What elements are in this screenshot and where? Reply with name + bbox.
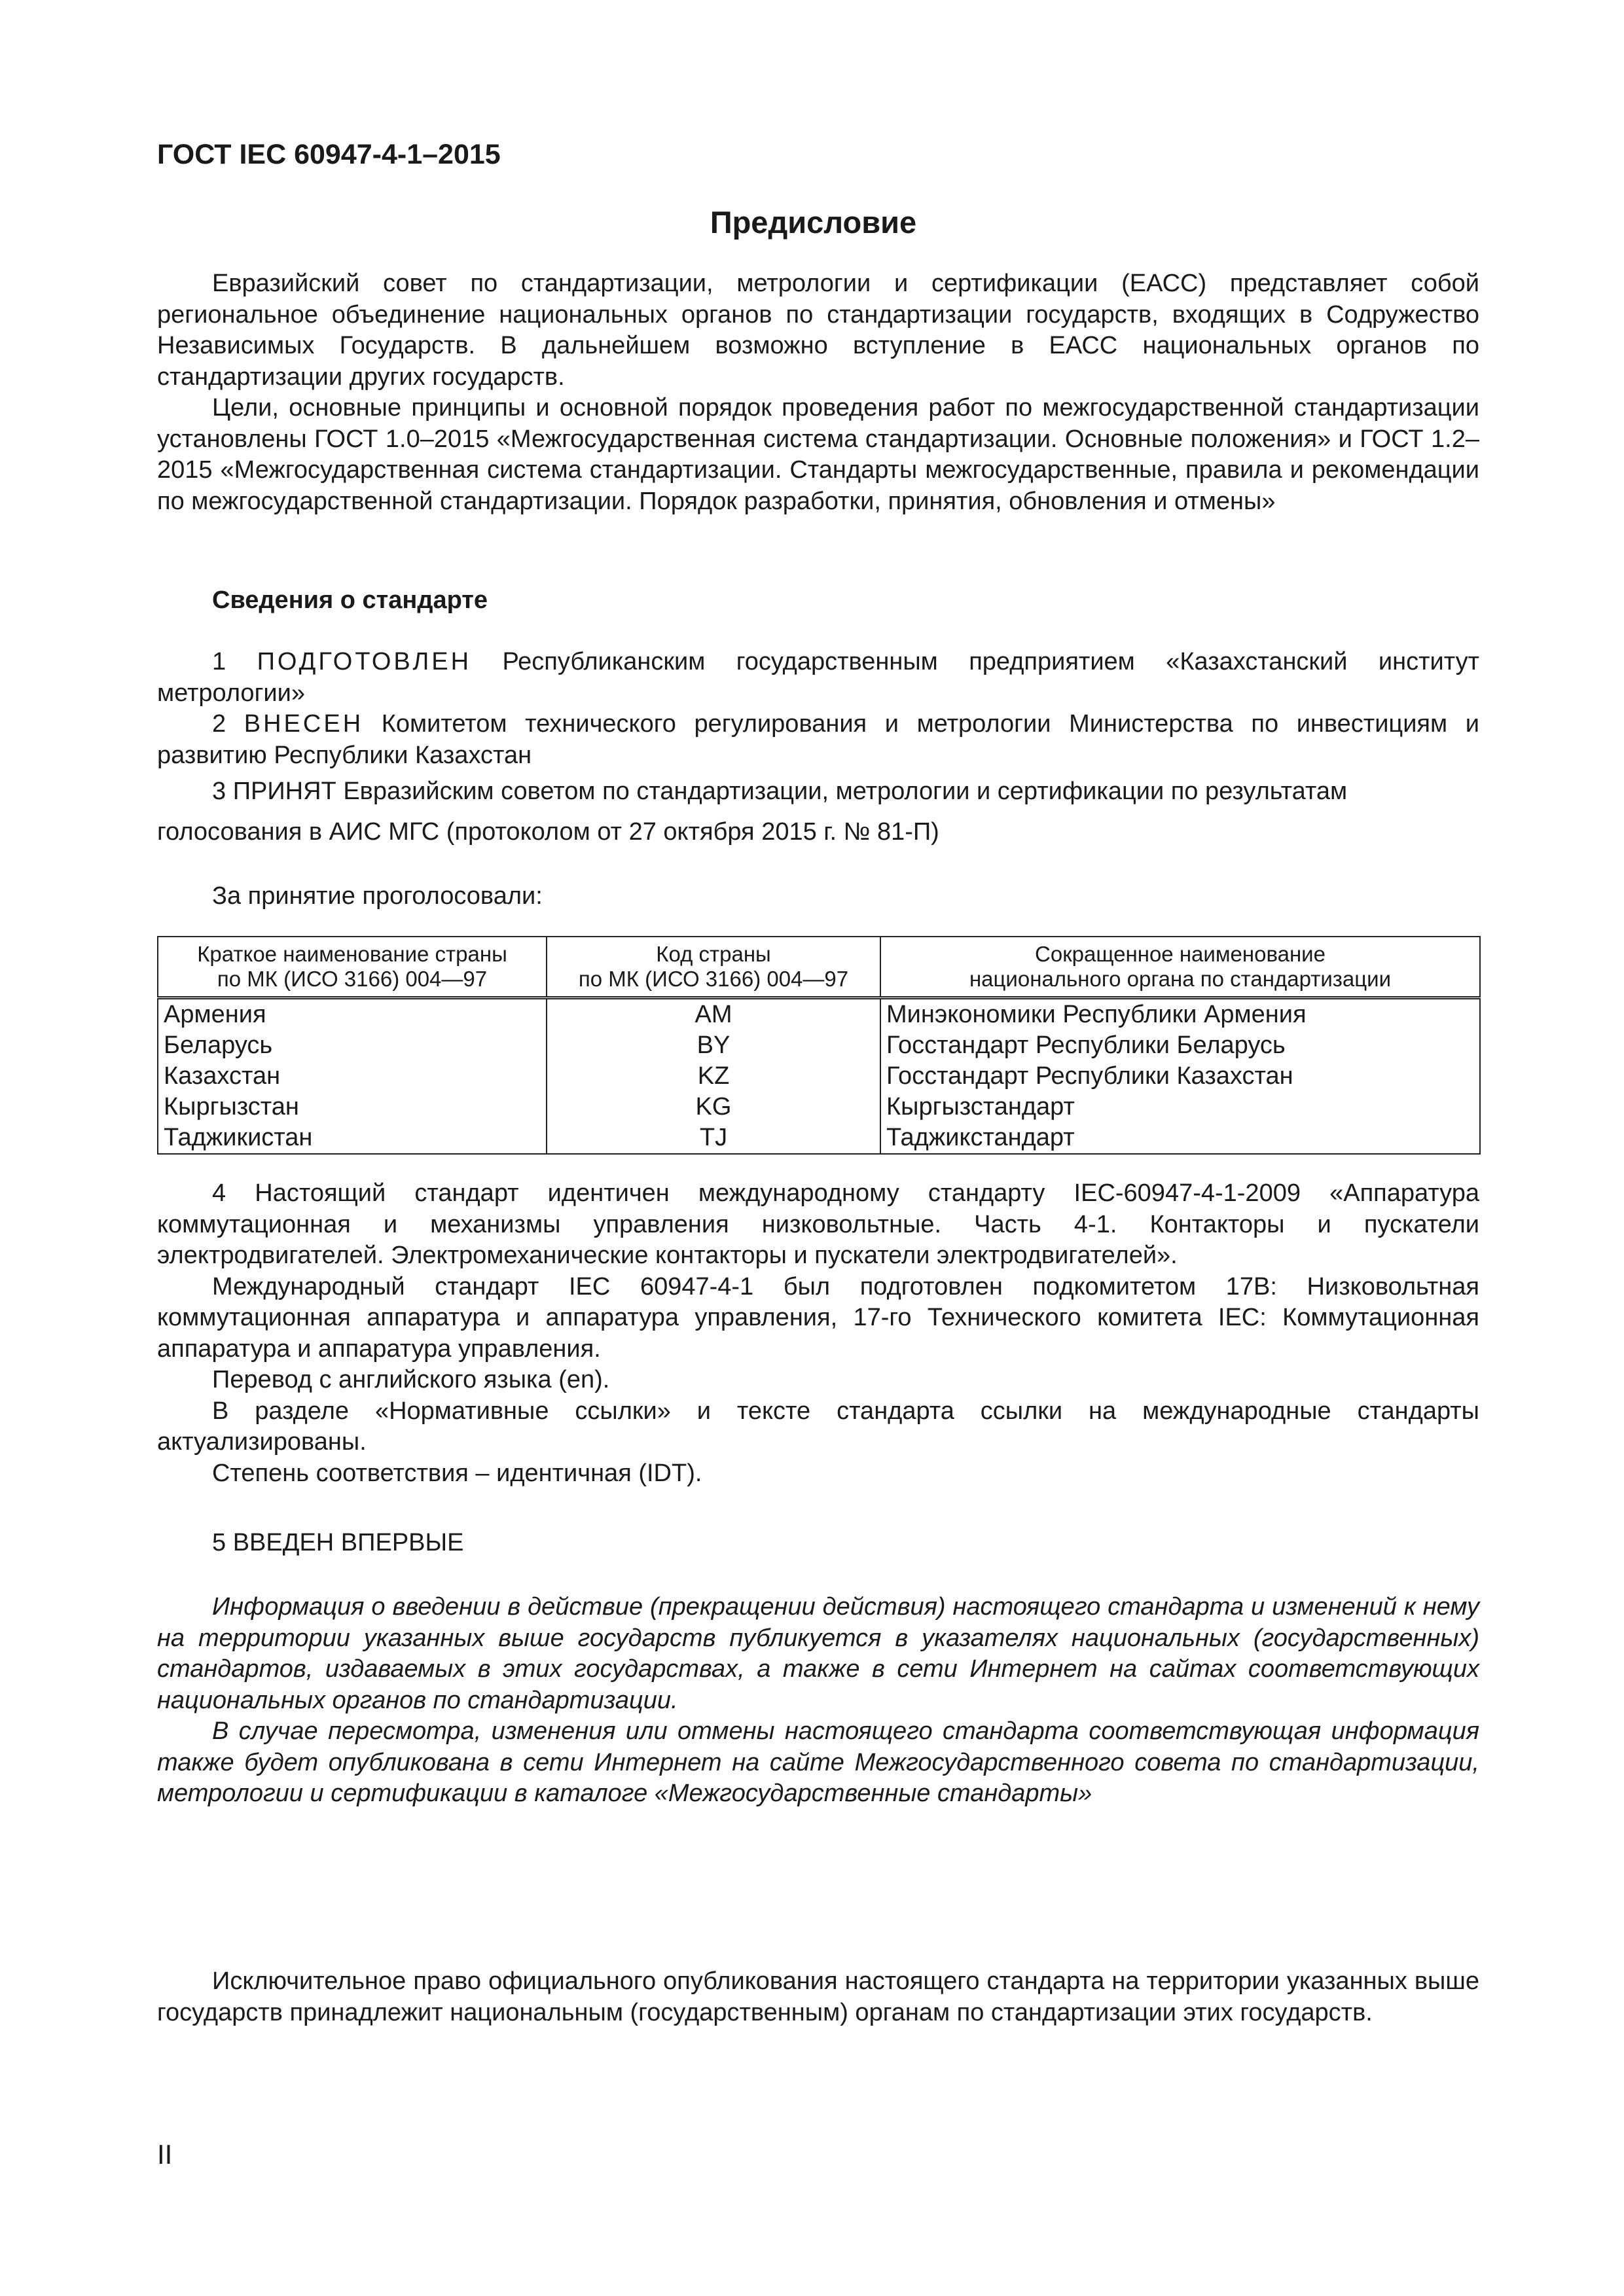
cell-country: Таджикистан bbox=[158, 1122, 547, 1154]
notice-section bbox=[157, 1592, 1479, 1810]
intro-paragraph: Евразийский совет по стандартизации, метрологии и сертификации (ЕАСС) представляет собой региональное объединение национальных органов по стандартизации государств, входящих в Содружество Независимых Государств. В дальнейшем возможно вступление в ЕАСС национальных органов по стандартизации других государств. bbox=[157, 270, 1479, 391]
item4-section bbox=[157, 1178, 1479, 1489]
cell-country: Беларусь bbox=[158, 1030, 547, 1061]
intro-section bbox=[157, 268, 1479, 517]
table-row bbox=[158, 1092, 1480, 1122]
cell-body: Госстандарт Республики Казахстан bbox=[880, 1061, 1480, 1092]
info-heading: Сведения о стандарте bbox=[212, 586, 488, 614]
item4-paragraph: Степень соответствия – идентичная (IDT). bbox=[212, 1459, 702, 1487]
rights-section bbox=[157, 1966, 1479, 2028]
intro-paragraph: Цели, основные принципы и основной порядок проведения работ по межгосударственной стандартизации установлены ГОСТ 1.0–2015 «Межгосударственная система стандартизации. Основные положения» и ГОСТ 1.2–2015 «Межгосударственная система стандартизации. Стандарты межгосударственные, правила и рекомендации по межгосударственной стандартизации. Порядок разработки, принятия, обновления и отмены» bbox=[157, 394, 1479, 515]
cell-code: AM bbox=[547, 998, 880, 1031]
notice-paragraph: В случае пересмотра, изменения или отмены настоящего стандарта соответствующая информация также будет опубликована в сети Интернет на сайте Межгосударственного совета по стандартизации, метрологии и сертификации в каталоге «Межгосударственные стандарты» bbox=[157, 1717, 1479, 1807]
info-items bbox=[157, 647, 1479, 771]
table-row bbox=[158, 1122, 1480, 1154]
cell-code: KG bbox=[547, 1092, 880, 1122]
item-adopted-line1: 3 ПРИНЯТ Евразийским советом по стандартизации, метрологии и сертификации по результатам bbox=[212, 778, 1348, 805]
cell-code: BY bbox=[547, 1030, 880, 1061]
table-row bbox=[158, 998, 1480, 1031]
table-row bbox=[158, 1030, 1480, 1061]
page-title: Предисловие bbox=[710, 205, 917, 240]
table-header-row bbox=[158, 937, 1480, 998]
rights-paragraph: Исключительное право официального опубликования настоящего стандарта на территории указанных выше государств принадлежит национальным (государственным) органам по стандартизации этих государств. bbox=[157, 1967, 1479, 2026]
header-body: Сокращенное наименование национального органа по стандартизации bbox=[880, 937, 1480, 998]
cell-body: Минэкономики Республики Армения bbox=[880, 998, 1480, 1031]
countries-table bbox=[157, 936, 1481, 1155]
header-code: Код страны по МК (ИСО 3166) 004—97 bbox=[547, 937, 880, 998]
voted-label: За принятие проголосовали: bbox=[212, 882, 543, 910]
item-adopted-line2: голосования в АИС МГС (протоколом от 27 октября 2015 г. № 81-П) bbox=[157, 818, 939, 846]
cell-body: Кыргызстандарт bbox=[880, 1092, 1480, 1122]
item5-introduced: 5 ВВЕДЕН ВПЕРВЫЕ bbox=[212, 1529, 464, 1556]
page-number: II bbox=[157, 2139, 173, 2170]
item4-paragraph: 4 Настоящий стандарт идентичен международному стандарту IEC-60947-4-1-2009 «Аппаратура коммутационная и механизмы управления низковольтные. Часть 4-1. Контакторы и пускатели электродвигателей. Электромеханические контакторы и пускатели электродвигателей». bbox=[157, 1179, 1479, 1269]
cell-code: KZ bbox=[547, 1061, 880, 1092]
cell-code: TJ bbox=[547, 1122, 880, 1154]
notice-paragraph: Информация о введении в действие (прекращении действия) настоящего стандарта и изменений к нему на территории указанных выше государств публикуется в указателях национальных (государственных) стандартов, издаваемых в этих государствах, а также в сети Интернет на сайтах соответствующих национальных органов по стандартизации. bbox=[157, 1593, 1479, 1714]
item4-paragraph: Международный стандарт IEC 60947-4-1 был подготовлен подкомитетом 17B: Низковольтная коммутационная аппаратура и аппаратура управления, 17-го Технического комитета IEC: Коммутационная аппаратура и аппаратура управления. bbox=[157, 1272, 1479, 1363]
cell-country: Кыргызстан bbox=[158, 1092, 547, 1122]
header-country: Краткое наименование страны по МК (ИСО 3166) 004—97 bbox=[158, 937, 547, 998]
table-row bbox=[158, 1061, 1480, 1092]
item-submitted: 2 ВНЕСЕН Комитетом технического регулирования и метрологии Министерства по инвестициям и развитию Республики Казахстан bbox=[157, 710, 1479, 769]
cell-body: Госстандарт Республики Беларусь bbox=[880, 1030, 1480, 1061]
cell-country: Армения bbox=[158, 998, 547, 1031]
item4-paragraph: Перевод с английского языка (en). bbox=[212, 1366, 610, 1393]
cell-country: Казахстан bbox=[158, 1061, 547, 1092]
item-prepared: 1 ПОДГОТОВЛЕН Республиканским государственным предприятием «Казахстанский институт метрологии» bbox=[157, 648, 1480, 707]
document-code: ГОСТ IEC 60947-4-1–2015 bbox=[157, 139, 501, 170]
item-prepared-keyword: ПОДГОТОВЛЕН bbox=[257, 648, 472, 675]
item-submitted-keyword: ВНЕСЕН bbox=[244, 710, 364, 738]
item4-paragraph: В разделе «Нормативные ссылки» и тексте стандарта ссылки на международные стандарты актуализированы. bbox=[157, 1397, 1479, 1456]
cell-body: Таджикстандарт bbox=[880, 1122, 1480, 1154]
